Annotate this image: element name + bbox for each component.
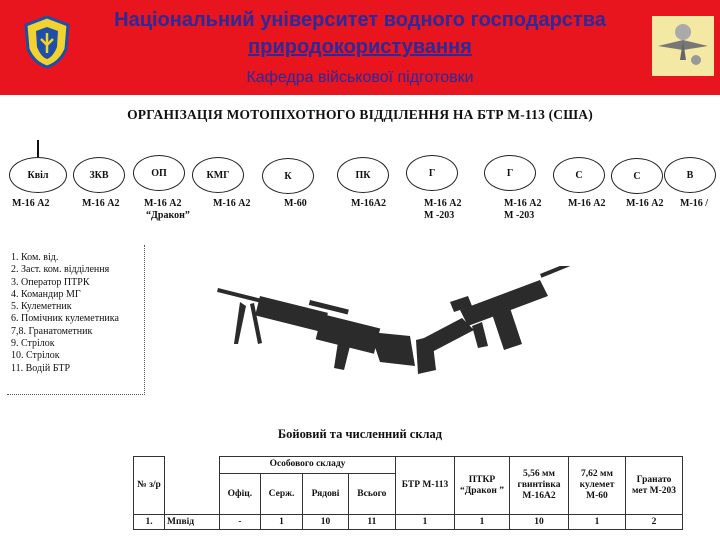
cell-number: 1. — [134, 515, 165, 530]
position-atgm-operator: ОП — [133, 155, 185, 191]
legend-item: 1. Ком. від. — [11, 252, 59, 263]
header-department: Кафедра військової підготовки — [246, 69, 474, 86]
legend-item: 5. Кулеметник — [11, 301, 72, 313]
header-grenade-launcher: Гранато мет М-203 — [626, 457, 683, 515]
weapon-label: М-16А2 — [351, 198, 386, 209]
header-banner — [0, 0, 720, 95]
position-mg-commander: КМГ — [192, 157, 244, 193]
cell-sergeants: 1 — [260, 515, 303, 530]
page-title: ОРГАНІЗАЦІЯ МОТОПІХОТНОГО ВІДДІЛЕННЯ НА БТР М-113 (США) — [127, 107, 593, 122]
position-grenadier-2: Г — [484, 155, 536, 191]
weapon-label: М-60 — [284, 198, 307, 209]
composition-table — [133, 456, 683, 530]
header-university-line2: природокористування — [248, 36, 472, 58]
header-ptkr: ПТКР “Дракон ” — [455, 457, 510, 515]
rifle-m16-icon — [416, 266, 616, 374]
legend-item: 10. Стрілок — [11, 350, 60, 362]
header-total: Всього — [348, 473, 395, 515]
legend-item: 2. Заст. ком. відділення — [11, 264, 110, 276]
weapon-label: М -203 — [424, 210, 455, 221]
cell-officers: - — [220, 515, 261, 530]
table-row — [134, 515, 683, 530]
header-sergeants: Серж. — [260, 473, 303, 515]
legend-item: 3. Оператор ПТРК — [11, 276, 90, 288]
weapon-label: М-16 А2 — [626, 198, 664, 209]
cell-ptkr: 1 — [455, 515, 510, 530]
cell-unit: Мпвід — [165, 515, 220, 530]
composition-subtitle: Бойовий та численний склад — [277, 427, 443, 441]
cell-grenade-launcher: 2 — [626, 515, 683, 530]
position-grenadier-1: Г — [406, 155, 458, 191]
header-rifle: 5,56 мм гвинтівка М-16А2 — [510, 457, 569, 515]
position-driver: В — [664, 157, 716, 193]
weapons-illustration — [210, 266, 630, 396]
position-assistant-gunner: ПК — [337, 157, 389, 193]
header-university-line1: Національний університет водного господарства — [114, 9, 606, 31]
header-btr: БТР М-113 — [396, 457, 455, 515]
weapon-label: М-16 А2 — [144, 198, 182, 209]
weapon-label: М-16 / — [680, 198, 709, 209]
weapon-label: М-16 А2 — [504, 198, 542, 209]
cell-mg: 1 — [569, 515, 626, 530]
cell-privates: 10 — [303, 515, 348, 530]
position-squad-leader: Квіл — [9, 157, 67, 193]
legend-item: 11. Водій БТР — [11, 362, 71, 374]
cell-btr: 1 — [396, 515, 455, 530]
weapon-label: М-16 А2 — [12, 198, 50, 209]
weapon-label: “Дракон” — [146, 210, 190, 221]
position-rifleman-2: С — [611, 158, 663, 194]
legend-item: 9. Стрілок — [11, 338, 55, 350]
legend-item: 6. Помічник кулеметника — [11, 313, 119, 325]
legend-item: 4. Командир МГ — [11, 288, 81, 300]
weapon-label: М-16 А2 — [568, 198, 606, 209]
military-emblem-icon — [652, 16, 714, 76]
weapon-label: М-16 А2 — [424, 198, 462, 209]
header-number: № з/р — [134, 457, 165, 515]
header-empty — [165, 457, 220, 515]
header-officers: Офіц. — [220, 473, 261, 515]
legend-item: 7,8. Гранатометник — [11, 325, 93, 337]
position-legend — [7, 245, 145, 395]
position-machinegunner: К — [262, 158, 314, 194]
cell-rifle: 10 — [510, 515, 569, 530]
position-deputy: ЗКВ — [73, 157, 125, 193]
position-rifleman-1: С — [553, 157, 605, 193]
machine-gun-m60-icon — [217, 288, 415, 370]
header-privates: Рядові — [303, 473, 348, 515]
header-personnel: Особового складу — [220, 457, 396, 474]
weapon-label: М-16 А2 — [213, 198, 251, 209]
weapon-label: М-16 А2 — [82, 198, 120, 209]
header-mg: 7,62 мм кулемет М-60 — [569, 457, 626, 515]
cell-total: 11 — [348, 515, 395, 530]
leader-arrow — [37, 140, 39, 157]
weapon-label: М -203 — [504, 210, 535, 221]
